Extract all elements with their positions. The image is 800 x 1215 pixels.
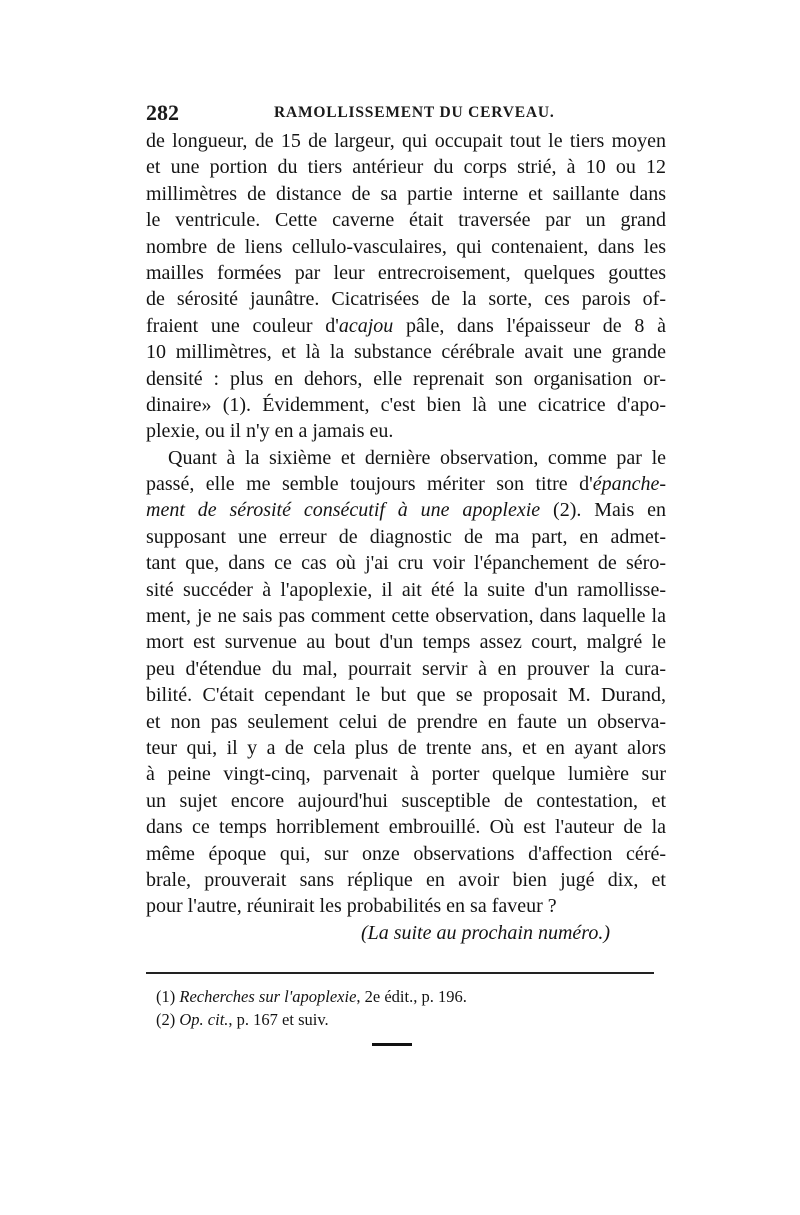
page-header (146, 100, 676, 124)
footnote (156, 985, 656, 1008)
text-line: mailles formées par leur entrecroisement, quelques gouttes (146, 261, 666, 284)
text-line: teur qui, il y a de cela plus de trente ans, et en ayant alors (146, 736, 666, 759)
page-number: 282 (146, 100, 179, 125)
footnote (156, 1008, 656, 1031)
text-line: un sujet encore aujourd'hui susceptible de contestation, et (146, 789, 666, 812)
text-line: pour l'autre, réunirait les probabilités en sa faveur ? (146, 895, 557, 918)
running-title: RAMOLLISSEMENT DU CERVEAU. (274, 104, 555, 121)
text-line: de longueur, de 15 de largeur, qui occupait tout le tiers moyen (146, 130, 666, 152)
text-line: le ventricule. Cette caverne était traversée par un grand (146, 209, 666, 232)
text-line: bilité. C'était cependant le but que se proposait M. Durand, (146, 684, 666, 707)
footnotes (156, 985, 656, 1031)
text-line: supposant une erreur de diagnostic de ma part, en admet- (146, 525, 666, 548)
text-line: de sérosité jaunâtre. Cicatrisées de la sorte, ces parois of- (146, 288, 666, 311)
text-line: densité : plus en dehors, elle reprenait son organisation or- (146, 367, 666, 390)
footnote-separator (146, 972, 654, 974)
text-line: et non pas seulement celui de prendre en faute un observa- (146, 710, 666, 733)
text-line: à peine vingt-cinq, parvenait à porter quelque lumière sur (146, 763, 666, 786)
footnote-marker: (2) (156, 1010, 176, 1029)
footnote-marker: (1) (156, 987, 176, 1006)
italic-term: épanche- (592, 473, 666, 496)
text-line: ment, je ne sais pas comment cette observation, dans laquelle la (146, 605, 666, 628)
footnote-title: Op. cit. (179, 1010, 229, 1029)
text-line: ment de sérosité consécutif à une apoplexie (2). Mais en (146, 499, 667, 522)
footnote-rest: , p. 167 et suiv. (228, 1010, 329, 1029)
footnote-rest: , 2e édit., p. 196. (356, 987, 467, 1006)
text-line: dans ce temps horriblement embrouillé. Où est l'auteur de la (146, 816, 666, 839)
closing-note: (La suite au prochain numéro.) (360, 921, 610, 944)
end-rule (372, 1043, 412, 1046)
text-line: peu d'étendue du mal, pourrait servir à en prouver la cura- (146, 657, 666, 680)
text-line: sité succéder à l'apoplexie, il ait été la suite d'un ramollisse- (146, 578, 666, 601)
text-line: passé, elle me semble toujours mériter son titre d'épanche- (146, 473, 666, 496)
text-line: fraient une couleur d'acajou pâle, dans l'épaisseur de 8 à (146, 314, 666, 337)
text-line: Quant à la sixième et dernière observation, comme par le (168, 446, 666, 469)
text-line: 10 millimètres, et là la substance cérébrale avait une grande (146, 341, 666, 364)
text-line: dinaire» (1). Évidemment, c'est bien là une cicatrice d'apo- (146, 393, 666, 416)
text-line: nombre de liens cellulo-vasculaires, qui contenaient, dans les (146, 235, 666, 258)
italic-term: ment de sérosité consécutif à une apoplexie (146, 499, 541, 522)
body-text (146, 128, 666, 946)
text-line: même époque qui, sur onze observations d'affection céré- (146, 842, 666, 865)
text-line: et une portion du tiers antérieur du corps strié, à 10 ou 12 (146, 156, 666, 179)
italic-term: acajou (338, 314, 394, 337)
text-line: mort est survenue au bout d'un temps assez court, malgré le (146, 631, 666, 654)
text-line: brale, prouverait sans réplique en avoir bien jugé dix, et (146, 868, 666, 891)
text-line: plexie, ou il n'y en a jamais eu. (146, 420, 394, 443)
text-line: millimètres de distance de sa partie interne et saillante dans (146, 182, 666, 205)
text-line: tant que, dans ce cas où j'ai cru voir l'épanchement de séro- (146, 552, 666, 575)
footnote-title: Recherches sur l'apoplexie (179, 987, 357, 1006)
